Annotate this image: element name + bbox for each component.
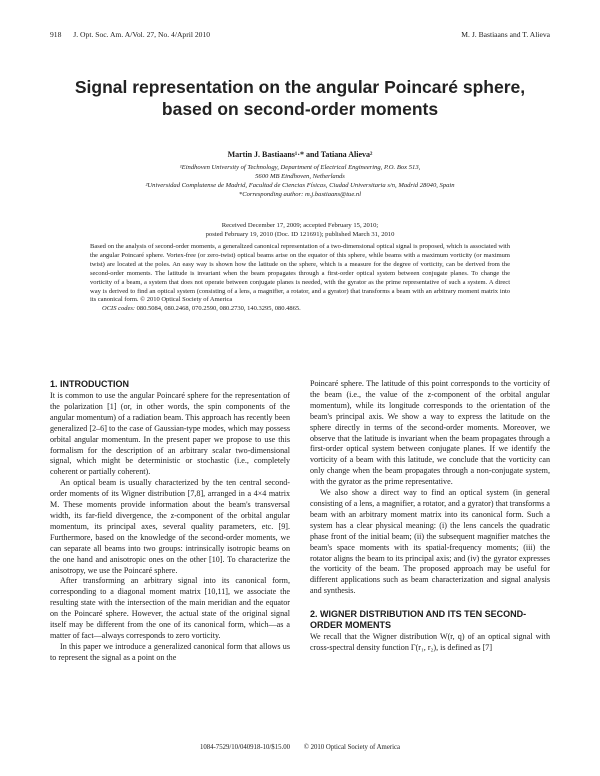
ocis-label: OCIS codes: [102,305,136,313]
page-footer [0,744,600,751]
footer-copyright: © 2010 Optical Society of America [303,744,401,751]
posted-line: posted February 19, 2010 (Doc. ID 121691); published March 31, 2010 [205,231,395,238]
received-dates [50,221,550,239]
affiliation-line: ¹Eindhoven University of Technology, Department of Electrical Engineering, P.O. Box 513, [179,164,421,171]
abstract [90,243,510,314]
journal-citation: J. Opt. Soc. Am. A/Vol. 27, No. 4/April 2010 [73,30,211,39]
corresponding-author: *Corresponding author: m.j.bastiaans@tue.nl [238,191,362,198]
page-number: 918 [50,30,62,39]
affiliation-line: ²Universidad Complutense de Madrid, Facultad de Ciencias Físicas, Ciudad Universitaria s/n, Madrid 28040, Spain [145,182,455,189]
paper-title: Signal representation on the angular Poincaré sphere, based on second-order moments [74,77,526,119]
paragraph: We recall that the Wigner distribution W(r, q) of an optical signal with cross-spectral density function Γ(r₁, r₂), is defined as [7] [310,632,550,653]
author-list: Martin J. Bastiaans¹·* and Tatiana Alieva² [227,150,373,159]
section-spacer [310,597,550,609]
abstract-text: Based on the analysis of second-order moments, a generalized canonical representation of a two-dimensional optical signal is proposed, which is associated with the angular Poincaré sphere. Vortex-free (or zero-twist) optical beams arise on the equator of this sphere, while beams with a maximum vorticity (or maximum twist) are located at the poles. An easy way is shown how the latitude on the sphere, which is a measure for the degree of vorticity, can be derived from the second-order moments. The latitude is invariant when the beam propagates through a first-order optical system between conjugate planes. To change the vorticity of a beam, a system that does not operate between conjugate planes is needed, with the gyrator as the prime representative of such a system. A direct way is derived to find an optical system (consisting of a lens, a magnifier, a rotator, and a gyrator) that transforms a beam with an arbitrary moment matrix into its canonical form. © 2010 Optical Society of America [90,243,510,304]
paragraph: We also show a direct way to find an optical system (in general consisting of a lens, a magnifier, a rotator, and a gyrator) that transforms a beam with an arbitrary moment matrix into its canonical form. Such a system has a clear physical meaning: (i) the lens cancels the quadratic phase front of the initial beam; (ii) the subsequent magnifier matches the beam's space moments with its spatial-frequency moments; (iii) the rotator aligns the beam to its principal axis; and (iv) the gyrator expresses the vorticity of the beam. The proposed approach may be useful for different applications such as beam characterization and signal analysis and synthesis. [310,488,550,596]
ocis-values: 080.5084, 080.2468, 070.2590, 080.2730, 140.3295, 080.4865. [136,305,301,313]
section-1-heading: 1. INTRODUCTION [50,379,130,389]
ocis-codes [102,305,510,314]
affiliation-line: 5600 MB Eindhoven, Netherlands [255,173,345,180]
paragraph: After transforming an arbitrary signal into its canonical form, corresponding to a diagonal moment matrix [10,11], we associate the resulting state with the intersection of the main meridian and the equator on the Poincaré sphere. However, the actual state of the original signal itself may be different from the one of its canonical form, which—as a matter of fact—always corresponds to zero vorticity. [50,576,290,640]
paragraph: Poincaré sphere. The latitude of this point corresponds to the vorticity of the beam (i.e., the value of the z-component of the orbital angular momentum), while its longitude corresponds to the orientation of the beam's principal axis. We show a way to express the latitude on the sphere directly in terms of the second-order moments. Moreover, we observe that the latitude is invariant when the beam propagates through a first-order optical system between conjugate planes. If we identify the vorticity of a beam with this latitude, we conclude that the vorticity can only change when the beam propagates through a non-conjugate system, with the gyrator as the prime representative. [310,379,550,487]
running-header [50,30,550,44]
received-line: Received December 17, 2009; accepted February 15, 2010; [221,222,379,229]
header-left [50,30,220,39]
paragraph: An optical beam is usually characterized by the ten central second-order moments of its Wigner distribution [7,8], arranged in a 4×4 matrix M. These moments provide information about the beam's transversal width, its far-field divergence, the z-component of the orbital angular momentum, its principal axes, several quality parameters, etc. [9]. Furthermore, based on the knowledge of the second-order moments, we can separate all beams into two groups: intrinsically isotropic beams on the one hand and anisotropic ones on the other [10]. To characterize the anisotropy, we use the Poincaré sphere. [50,478,290,575]
paragraph: It is common to use the angular Poincaré sphere for the representation of the polarization [1] (or, in other words, the spin components of the angular momentum) of a radiation beam. This approach has recently been generalized [2–6] to the case of Gaussian-type modes, which may possess orbital angular momentum. In the present paper we propose to use this formalism for the description of an arbitrary scalar two-dimensional signal, which might be deterministic or stochastic (i.e., completely coherent or partially coherent). [50,391,290,477]
affiliations [50,163,550,199]
section-2-heading: 2. WIGNER DISTRIBUTION AND ITS TEN SECOND-ORDER MOMENTS [310,609,527,631]
left-column [50,379,290,664]
paragraph: In this paper we introduce a generalized canonical form that allows us to represent the signal as a point on the [50,641,290,662]
right-column [310,379,550,654]
header-authors: M. J. Bastiaans and T. Alieva [461,30,550,39]
footer-code: 1084-7529/10/040918-10/$15.00 [199,744,290,751]
